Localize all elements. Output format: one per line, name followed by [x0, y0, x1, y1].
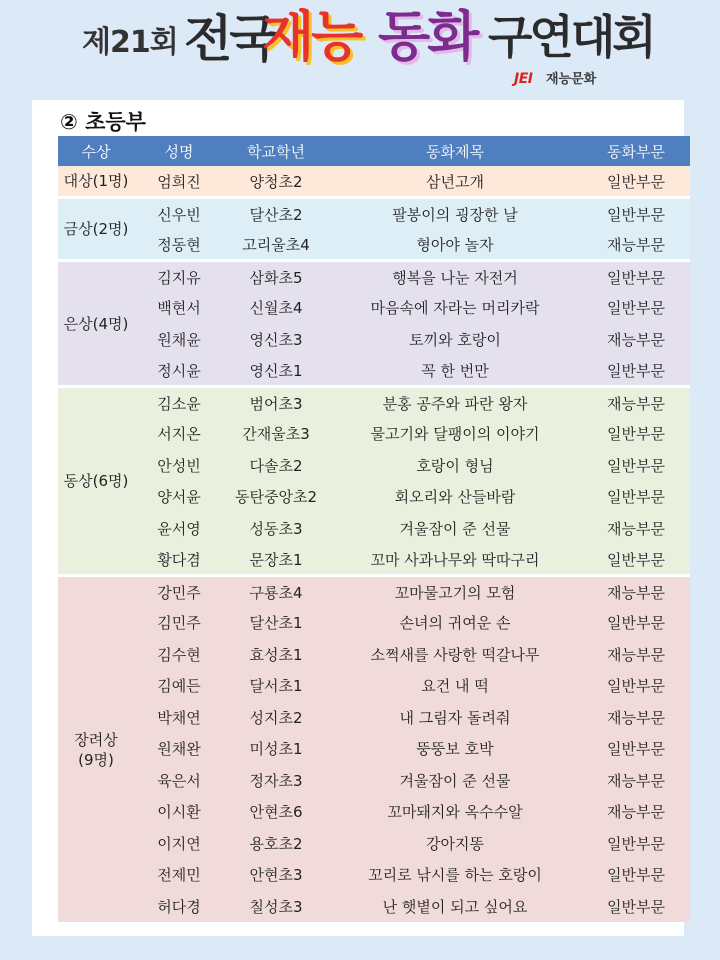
jei-logo-name: 재능문화 [546, 72, 597, 87]
table-row [58, 324, 690, 356]
banner-prefix: 제21회 [82, 25, 178, 60]
name-cell: 윤서영 [134, 513, 224, 545]
title-cell: 호랑이 형님 [328, 450, 582, 482]
name-cell: 백현서 [134, 292, 224, 324]
school-cell: 달산초1 [224, 607, 328, 639]
col-header-award: 수상 [58, 136, 134, 166]
category-cell: 일반부문 [582, 198, 690, 230]
school-cell: 영신초1 [224, 355, 328, 387]
category-cell: 재능부문 [582, 576, 690, 608]
school-cell: 신월초4 [224, 292, 328, 324]
school-cell: 동탄중앙초2 [224, 481, 328, 513]
title-cell: 물고기와 달팽이의 이야기 [328, 418, 582, 450]
title-cell: 꼬마 사과나무와 딱따구리 [328, 544, 582, 576]
name-cell: 강민주 [134, 576, 224, 608]
title-cell: 요건 내 떡 [328, 670, 582, 702]
award-cell-jangryeo [58, 576, 134, 923]
contest-banner [0, 0, 720, 100]
school-cell: 양청초2 [224, 166, 328, 198]
name-cell: 김소윤 [134, 387, 224, 419]
name-cell: 신우빈 [134, 198, 224, 230]
name-cell: 박채연 [134, 702, 224, 734]
school-cell: 영신초3 [224, 324, 328, 356]
school-cell: 범어초3 [224, 387, 328, 419]
table-row [58, 544, 690, 576]
category-cell: 일반부문 [582, 481, 690, 513]
title-cell: 꼬마돼지와 옥수수알 [328, 796, 582, 828]
table-row [58, 607, 690, 639]
table-row [58, 292, 690, 324]
category-cell: 일반부문 [582, 355, 690, 387]
banner-word-contest: 구연대회 [488, 10, 654, 64]
table-header-row [58, 136, 690, 166]
name-cell: 황다겸 [134, 544, 224, 576]
award-cell-eunsang: 은상(4명) [58, 261, 134, 387]
school-cell: 달산초2 [224, 198, 328, 230]
title-cell: 형아야 놀자 [328, 229, 582, 261]
col-header-category: 동화부문 [582, 136, 690, 166]
title-cell: 내 그림자 돌려줘 [328, 702, 582, 734]
school-cell: 구룡초4 [224, 576, 328, 608]
name-cell: 서지온 [134, 418, 224, 450]
name-cell: 이시환 [134, 796, 224, 828]
title-cell: 손녀의 귀여운 손 [328, 607, 582, 639]
category-cell: 재능부문 [582, 513, 690, 545]
school-cell: 칠성초3 [224, 891, 328, 923]
category-cell: 일반부문 [582, 828, 690, 860]
category-cell: 일반부문 [582, 891, 690, 923]
school-cell: 효성초1 [224, 639, 328, 671]
name-cell: 김수현 [134, 639, 224, 671]
name-cell: 정동현 [134, 229, 224, 261]
title-cell: 뚱뚱보 호박 [328, 733, 582, 765]
results-table [58, 136, 690, 922]
table-row [58, 481, 690, 513]
school-cell: 고리울초4 [224, 229, 328, 261]
table-row [58, 355, 690, 387]
name-cell: 원채완 [134, 733, 224, 765]
table-row [58, 261, 690, 293]
title-cell: 강아지똥 [328, 828, 582, 860]
name-cell: 허다경 [134, 891, 224, 923]
award-count-jangryeo: (9명) [78, 750, 114, 769]
category-cell: 일반부문 [582, 670, 690, 702]
name-cell: 양서윤 [134, 481, 224, 513]
category-cell: 재능부문 [582, 639, 690, 671]
category-cell: 재능부문 [582, 324, 690, 356]
category-cell: 일반부문 [582, 261, 690, 293]
col-header-title: 동화제목 [328, 136, 582, 166]
school-cell: 간재울초3 [224, 418, 328, 450]
award-cell-daesang: 대상(1명) [58, 166, 134, 198]
table-row [58, 733, 690, 765]
table-row [58, 765, 690, 797]
award-cell-dongsang: 동상(6명) [58, 387, 134, 576]
category-cell: 일반부문 [582, 859, 690, 891]
table-row [58, 229, 690, 261]
name-cell: 안성빈 [134, 450, 224, 482]
school-cell: 다솔초2 [224, 450, 328, 482]
title-cell: 꼬리로 낚시를 하는 호랑이 [328, 859, 582, 891]
title-cell: 회오리와 산들바람 [328, 481, 582, 513]
section-title: ② 초등부 [60, 110, 146, 134]
col-header-school: 학교학년 [224, 136, 328, 166]
school-cell: 용호초2 [224, 828, 328, 860]
school-cell: 달서초1 [224, 670, 328, 702]
table-row [58, 166, 690, 198]
category-cell: 일반부문 [582, 166, 690, 198]
col-header-name: 성명 [134, 136, 224, 166]
title-cell: 분홍 공주와 파란 왕자 [328, 387, 582, 419]
category-cell: 일반부문 [582, 607, 690, 639]
table-row [58, 828, 690, 860]
table-row [58, 198, 690, 230]
name-cell: 이지연 [134, 828, 224, 860]
title-cell: 겨울잠이 준 선물 [328, 765, 582, 797]
school-cell: 안현초6 [224, 796, 328, 828]
category-cell: 일반부문 [582, 292, 690, 324]
table-row [58, 387, 690, 419]
school-cell: 성동초3 [224, 513, 328, 545]
school-cell: 정자초3 [224, 765, 328, 797]
title-cell: 토끼와 호랑이 [328, 324, 582, 356]
name-cell: 김예든 [134, 670, 224, 702]
title-cell: 겨울잠이 준 선물 [328, 513, 582, 545]
school-cell: 안현초3 [224, 859, 328, 891]
category-cell: 일반부문 [582, 418, 690, 450]
category-cell: 일반부문 [582, 733, 690, 765]
category-cell: 재능부문 [582, 229, 690, 261]
title-cell: 꼬마물고기의 모험 [328, 576, 582, 608]
name-cell: 원채윤 [134, 324, 224, 356]
award-cell-geumsang: 금상(2명) [58, 198, 134, 261]
name-cell: 김민주 [134, 607, 224, 639]
table-row [58, 513, 690, 545]
category-cell: 재능부문 [582, 765, 690, 797]
banner-word-national: 전국 [184, 10, 275, 68]
name-cell: 김지유 [134, 261, 224, 293]
name-cell: 전제민 [134, 859, 224, 891]
table-row [58, 418, 690, 450]
award-label-jangryeo: 장려상 [74, 730, 118, 749]
school-cell: 성지초2 [224, 702, 328, 734]
table-row [58, 576, 690, 608]
title-cell: 행복을 나눈 자전거 [328, 261, 582, 293]
title-cell: 소쩍새를 사랑한 떡갈나무 [328, 639, 582, 671]
category-cell: 재능부문 [582, 702, 690, 734]
name-cell: 정시윤 [134, 355, 224, 387]
results-card [32, 100, 684, 936]
title-cell: 난 햇볕이 되고 싶어요 [328, 891, 582, 923]
banner-word-talent: 재능 [262, 5, 361, 68]
school-cell: 삼화초5 [224, 261, 328, 293]
title-cell: 삼년고개 [328, 166, 582, 198]
name-cell: 엄희진 [134, 166, 224, 198]
jei-logo: JEI [514, 71, 533, 87]
name-cell: 육은서 [134, 765, 224, 797]
school-cell: 문장초1 [224, 544, 328, 576]
banner-word-story: 동화 [378, 5, 477, 68]
table-row [58, 859, 690, 891]
table-row [58, 639, 690, 671]
category-cell: 일반부문 [582, 544, 690, 576]
school-cell: 미성초1 [224, 733, 328, 765]
title-cell: 마음속에 자라는 머리카락 [328, 292, 582, 324]
table-row [58, 450, 690, 482]
title-cell: 꼭 한 번만 [328, 355, 582, 387]
title-cell: 팔봉이의 굉장한 날 [328, 198, 582, 230]
table-row [58, 796, 690, 828]
category-cell: 재능부문 [582, 796, 690, 828]
table-row [58, 702, 690, 734]
category-cell: 일반부문 [582, 450, 690, 482]
table-row [58, 891, 690, 923]
table-row [58, 670, 690, 702]
category-cell: 재능부문 [582, 387, 690, 419]
